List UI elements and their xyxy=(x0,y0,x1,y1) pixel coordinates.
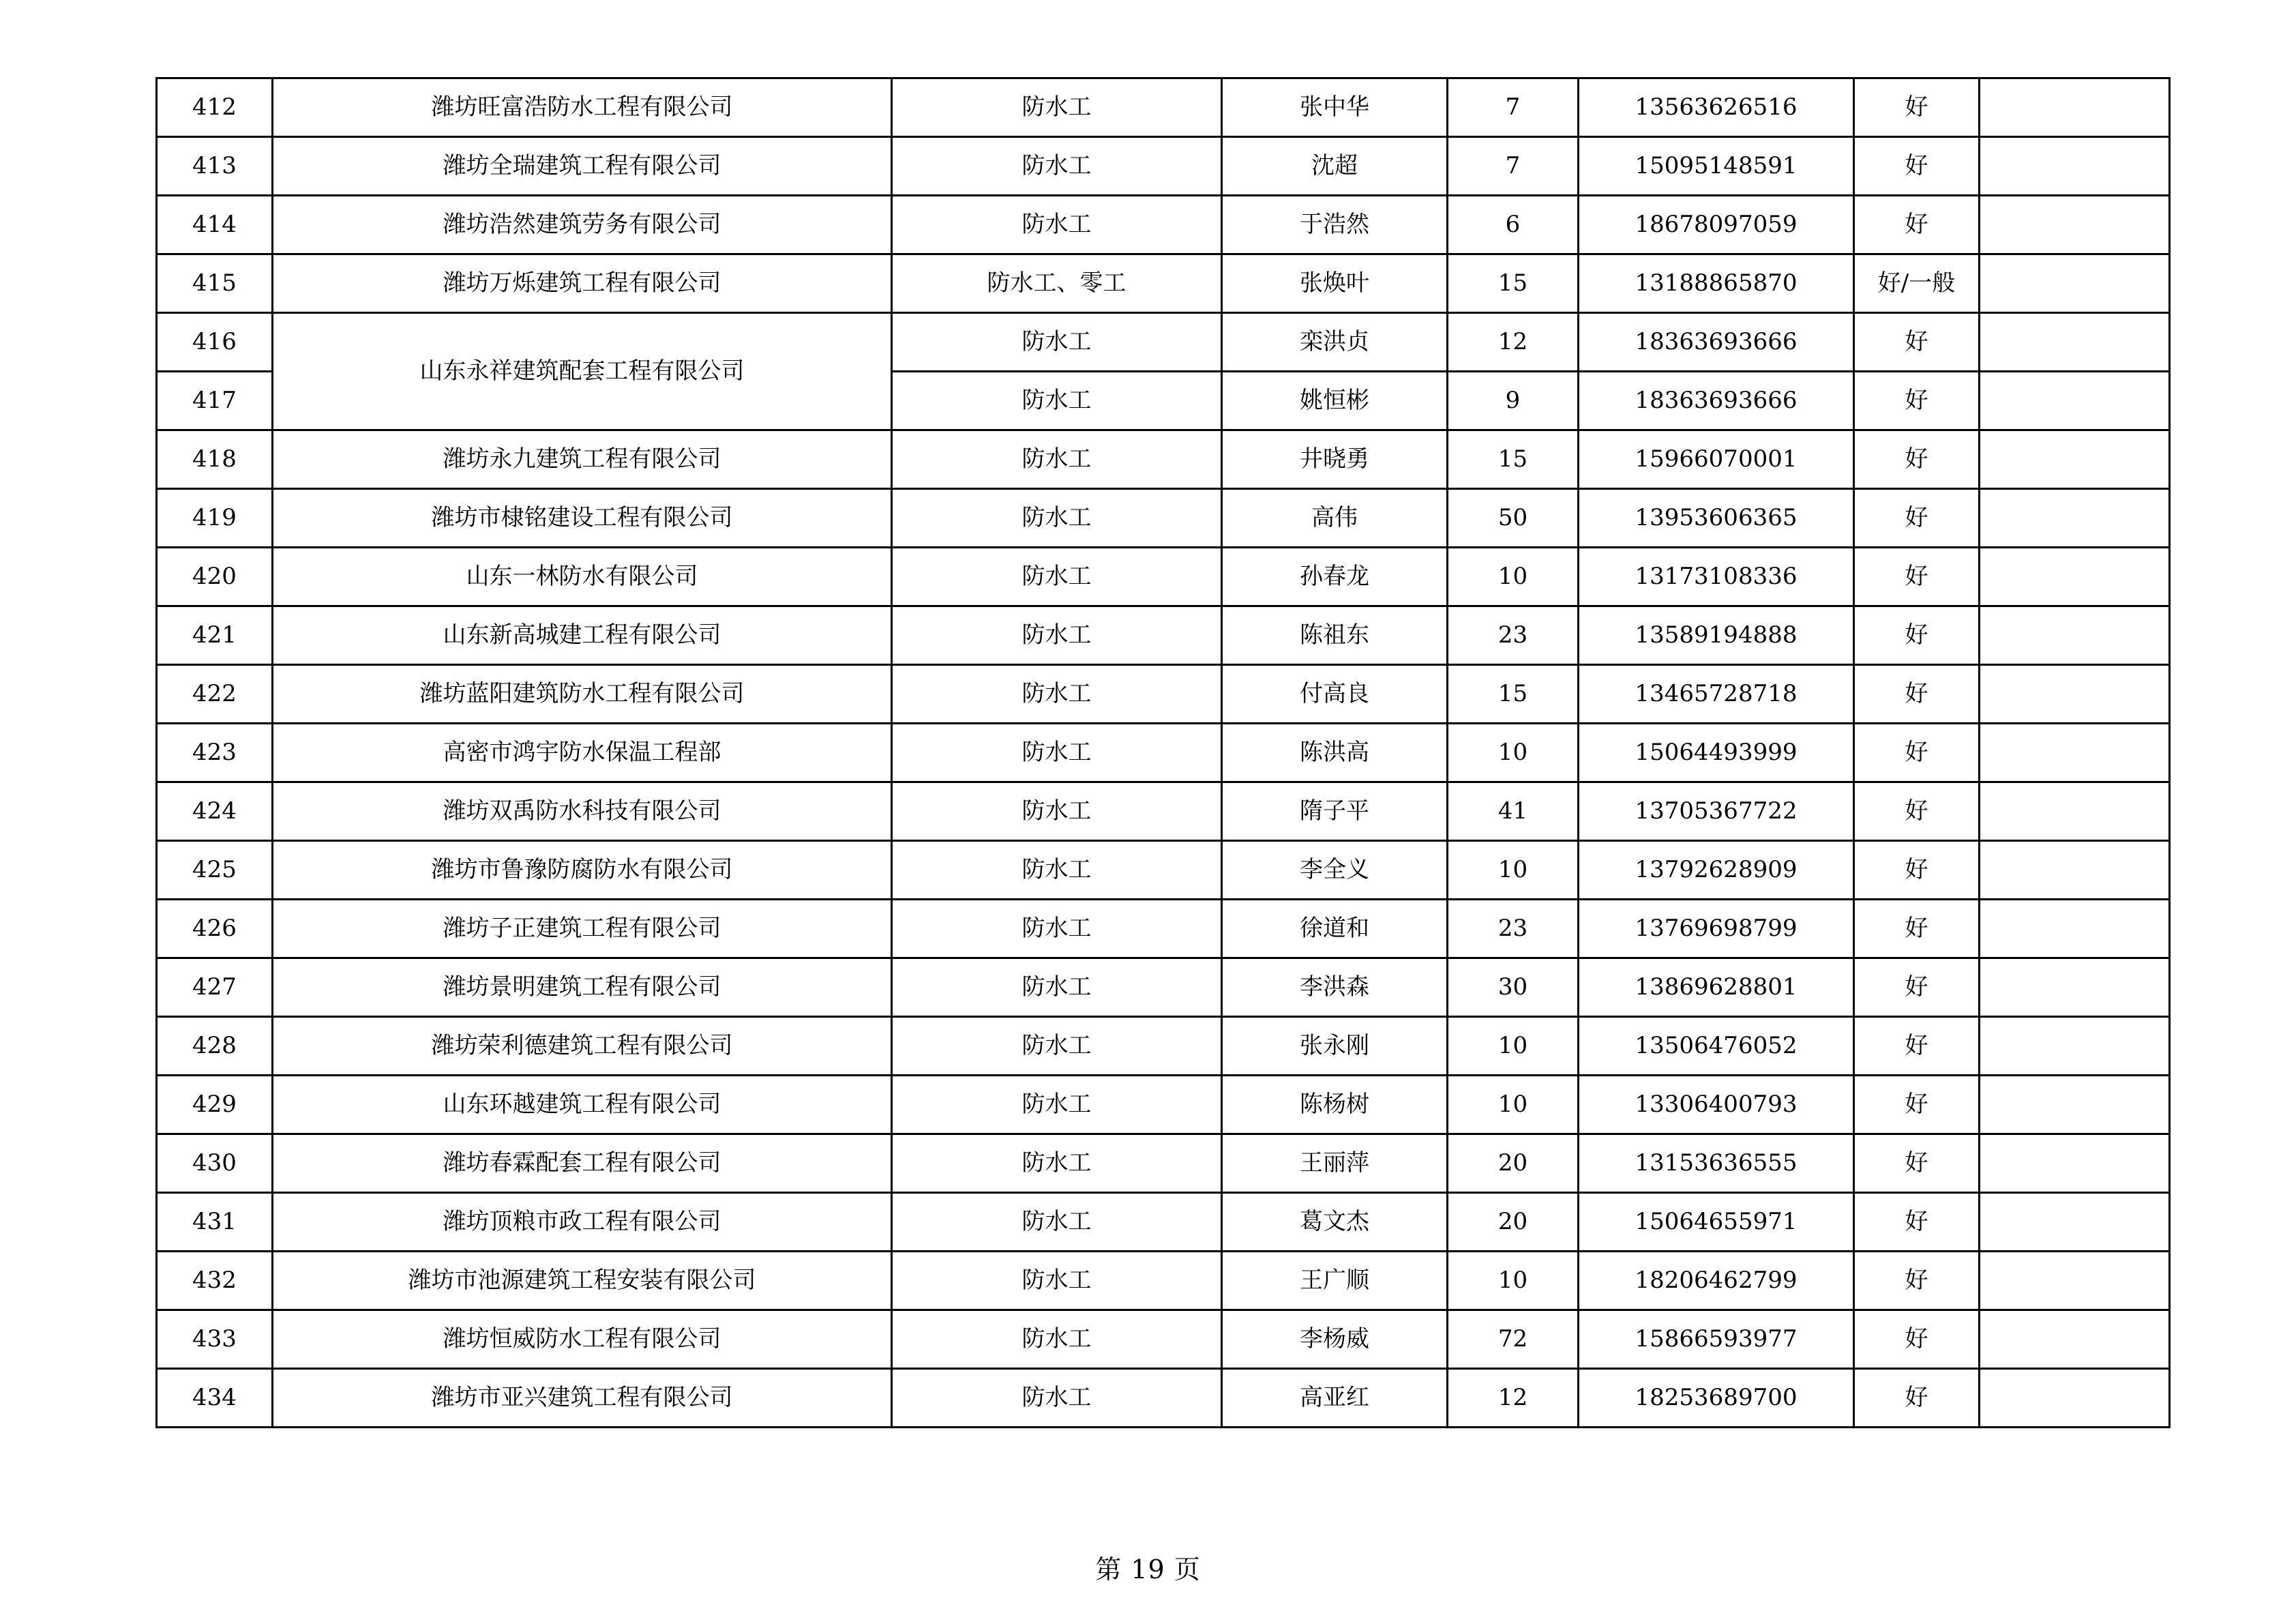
note-cell xyxy=(1980,137,2170,196)
company-cell: 山东环越建筑工程有限公司 xyxy=(273,1076,892,1134)
table-row xyxy=(157,900,2170,958)
contact-name-cell: 高伟 xyxy=(1222,489,1448,548)
rating-cell: 好 xyxy=(1854,1134,1980,1193)
phone-cell: 18363693666 xyxy=(1579,372,1854,430)
row-number-cell: 430 xyxy=(157,1134,273,1193)
table-row xyxy=(157,196,2170,254)
table-row xyxy=(157,1134,2170,1193)
company-cell: 潍坊荣利德建筑工程有限公司 xyxy=(273,1017,892,1076)
company-cell: 潍坊永九建筑工程有限公司 xyxy=(273,430,892,489)
rating-cell: 好 xyxy=(1854,548,1980,606)
contact-name-cell: 井晓勇 xyxy=(1222,430,1448,489)
trade-cell: 防水工 xyxy=(892,900,1222,958)
phone-cell: 18253689700 xyxy=(1579,1369,1854,1428)
row-number-cell: 415 xyxy=(157,254,273,313)
table-row xyxy=(157,430,2170,489)
rating-cell: 好 xyxy=(1854,430,1980,489)
contact-name-cell: 孙春龙 xyxy=(1222,548,1448,606)
rating-cell: 好 xyxy=(1854,1017,1980,1076)
company-cell: 潍坊子正建筑工程有限公司 xyxy=(273,900,892,958)
company-cell: 潍坊市池源建筑工程安装有限公司 xyxy=(273,1252,892,1310)
rating-cell: 好 xyxy=(1854,489,1980,548)
phone-cell: 15966070001 xyxy=(1579,430,1854,489)
row-number-cell: 424 xyxy=(157,782,273,841)
phone-cell: 13188865870 xyxy=(1579,254,1854,313)
contact-name-cell: 张焕叶 xyxy=(1222,254,1448,313)
contact-name-cell: 陈杨树 xyxy=(1222,1076,1448,1134)
company-cell: 潍坊顶粮市政工程有限公司 xyxy=(273,1193,892,1252)
page-suffix: 页 xyxy=(1174,1554,1201,1584)
rating-cell: 好/一般 xyxy=(1854,254,1980,313)
worker-count-cell: 7 xyxy=(1448,78,1579,137)
phone-cell: 15095148591 xyxy=(1579,137,1854,196)
table-row xyxy=(157,548,2170,606)
row-number-cell: 414 xyxy=(157,196,273,254)
contact-name-cell: 张永刚 xyxy=(1222,1017,1448,1076)
note-cell xyxy=(1980,78,2170,137)
worker-count-cell: 10 xyxy=(1448,1076,1579,1134)
note-cell xyxy=(1980,1252,2170,1310)
phone-cell: 13153636555 xyxy=(1579,1134,1854,1193)
note-cell xyxy=(1980,1017,2170,1076)
worker-count-cell: 12 xyxy=(1448,1369,1579,1428)
company-cell: 潍坊景明建筑工程有限公司 xyxy=(273,958,892,1017)
row-number-cell: 434 xyxy=(157,1369,273,1428)
trade-cell: 防水工 xyxy=(892,430,1222,489)
phone-cell: 13506476052 xyxy=(1579,1017,1854,1076)
table-row xyxy=(157,1310,2170,1369)
worker-count-cell: 10 xyxy=(1448,841,1579,900)
table-row xyxy=(157,782,2170,841)
rating-cell: 好 xyxy=(1854,606,1980,665)
contact-name-cell: 姚恒彬 xyxy=(1222,372,1448,430)
trade-cell: 防水工 xyxy=(892,137,1222,196)
row-number-cell: 433 xyxy=(157,1310,273,1369)
company-cell: 潍坊全瑞建筑工程有限公司 xyxy=(273,137,892,196)
contact-name-cell: 陈祖东 xyxy=(1222,606,1448,665)
trade-cell: 防水工 xyxy=(892,372,1222,430)
row-number-cell: 428 xyxy=(157,1017,273,1076)
phone-cell: 18363693666 xyxy=(1579,313,1854,372)
note-cell xyxy=(1980,1076,2170,1134)
note-cell xyxy=(1980,665,2170,724)
table-row xyxy=(157,1252,2170,1310)
row-number-cell: 429 xyxy=(157,1076,273,1134)
worker-count-cell: 7 xyxy=(1448,137,1579,196)
row-number-cell: 421 xyxy=(157,606,273,665)
table-row xyxy=(157,313,2170,372)
worker-count-cell: 10 xyxy=(1448,724,1579,782)
table-row xyxy=(157,78,2170,137)
worker-count-cell: 23 xyxy=(1448,900,1579,958)
note-cell xyxy=(1980,841,2170,900)
contact-name-cell: 沈超 xyxy=(1222,137,1448,196)
rating-cell: 好 xyxy=(1854,196,1980,254)
contact-name-cell: 李全义 xyxy=(1222,841,1448,900)
row-number-cell: 422 xyxy=(157,665,273,724)
row-number-cell: 432 xyxy=(157,1252,273,1310)
row-number-cell: 418 xyxy=(157,430,273,489)
company-cell: 潍坊双禹防水科技有限公司 xyxy=(273,782,892,841)
rating-cell: 好 xyxy=(1854,137,1980,196)
row-number-cell: 412 xyxy=(157,78,273,137)
worker-count-cell: 50 xyxy=(1448,489,1579,548)
rating-cell: 好 xyxy=(1854,841,1980,900)
contact-name-cell: 李杨威 xyxy=(1222,1310,1448,1369)
phone-cell: 15064493999 xyxy=(1579,724,1854,782)
company-cell: 潍坊市棣铭建设工程有限公司 xyxy=(273,489,892,548)
company-cell: 潍坊万烁建筑工程有限公司 xyxy=(273,254,892,313)
company-cell: 山东一林防水有限公司 xyxy=(273,548,892,606)
phone-cell: 13869628801 xyxy=(1579,958,1854,1017)
rating-cell: 好 xyxy=(1854,1369,1980,1428)
rating-cell: 好 xyxy=(1854,1076,1980,1134)
table-row xyxy=(157,841,2170,900)
contractor-table xyxy=(155,77,2171,1428)
company-cell: 潍坊市鲁豫防腐防水有限公司 xyxy=(273,841,892,900)
note-cell xyxy=(1980,430,2170,489)
table-row xyxy=(157,1076,2170,1134)
company-cell: 潍坊恒威防水工程有限公司 xyxy=(273,1310,892,1369)
trade-cell: 防水工 xyxy=(892,841,1222,900)
row-number-cell: 426 xyxy=(157,900,273,958)
row-number-cell: 427 xyxy=(157,958,273,1017)
worker-count-cell: 72 xyxy=(1448,1310,1579,1369)
company-cell: 山东永祥建筑配套工程有限公司 xyxy=(273,313,892,430)
row-number-cell: 416 xyxy=(157,313,273,372)
note-cell xyxy=(1980,1369,2170,1428)
row-number-cell: 420 xyxy=(157,548,273,606)
phone-cell: 18206462799 xyxy=(1579,1252,1854,1310)
trade-cell: 防水工 xyxy=(892,665,1222,724)
contact-name-cell: 隋子平 xyxy=(1222,782,1448,841)
note-cell xyxy=(1980,1310,2170,1369)
company-cell: 潍坊春霖配套工程有限公司 xyxy=(273,1134,892,1193)
table-row xyxy=(157,254,2170,313)
company-cell: 潍坊浩然建筑劳务有限公司 xyxy=(273,196,892,254)
rating-cell: 好 xyxy=(1854,900,1980,958)
worker-count-cell: 41 xyxy=(1448,782,1579,841)
worker-count-cell: 20 xyxy=(1448,1193,1579,1252)
row-number-cell: 425 xyxy=(157,841,273,900)
phone-cell: 13173108336 xyxy=(1579,548,1854,606)
trade-cell: 防水工 xyxy=(892,548,1222,606)
trade-cell: 防水工 xyxy=(892,958,1222,1017)
trade-cell: 防水工 xyxy=(892,78,1222,137)
note-cell xyxy=(1980,1193,2170,1252)
rating-cell: 好 xyxy=(1854,958,1980,1017)
worker-count-cell: 20 xyxy=(1448,1134,1579,1193)
trade-cell: 防水工、零工 xyxy=(892,254,1222,313)
trade-cell: 防水工 xyxy=(892,489,1222,548)
company-cell: 潍坊蓝阳建筑防水工程有限公司 xyxy=(273,665,892,724)
row-number-cell: 423 xyxy=(157,724,273,782)
page-footer xyxy=(0,1548,2296,1586)
company-cell: 高密市鸿宇防水保温工程部 xyxy=(273,724,892,782)
contact-name-cell: 高亚红 xyxy=(1222,1369,1448,1428)
trade-cell: 防水工 xyxy=(892,1193,1222,1252)
worker-count-cell: 9 xyxy=(1448,372,1579,430)
phone-cell: 13769698799 xyxy=(1579,900,1854,958)
trade-cell: 防水工 xyxy=(892,1252,1222,1310)
phone-cell: 13953606365 xyxy=(1579,489,1854,548)
table-row xyxy=(157,137,2170,196)
worker-count-cell: 10 xyxy=(1448,548,1579,606)
worker-count-cell: 12 xyxy=(1448,313,1579,372)
note-cell xyxy=(1980,313,2170,372)
note-cell xyxy=(1980,196,2170,254)
contact-name-cell: 栾洪贞 xyxy=(1222,313,1448,372)
trade-cell: 防水工 xyxy=(892,1369,1222,1428)
trade-cell: 防水工 xyxy=(892,724,1222,782)
worker-count-cell: 30 xyxy=(1448,958,1579,1017)
contact-name-cell: 陈洪高 xyxy=(1222,724,1448,782)
phone-cell: 15064655971 xyxy=(1579,1193,1854,1252)
table-row xyxy=(157,958,2170,1017)
trade-cell: 防水工 xyxy=(892,606,1222,665)
table-row xyxy=(157,489,2170,548)
worker-count-cell: 15 xyxy=(1448,430,1579,489)
phone-cell: 13563626516 xyxy=(1579,78,1854,137)
trade-cell: 防水工 xyxy=(892,1134,1222,1193)
row-number-cell: 417 xyxy=(157,372,273,430)
trade-cell: 防水工 xyxy=(892,1017,1222,1076)
phone-cell: 15866593977 xyxy=(1579,1310,1854,1369)
rating-cell: 好 xyxy=(1854,1193,1980,1252)
row-number-cell: 419 xyxy=(157,489,273,548)
rating-cell: 好 xyxy=(1854,724,1980,782)
phone-cell: 13705367722 xyxy=(1579,782,1854,841)
contact-name-cell: 葛文杰 xyxy=(1222,1193,1448,1252)
table-row xyxy=(157,665,2170,724)
worker-count-cell: 15 xyxy=(1448,665,1579,724)
rating-cell: 好 xyxy=(1854,665,1980,724)
note-cell xyxy=(1980,489,2170,548)
worker-count-cell: 10 xyxy=(1448,1252,1579,1310)
note-cell xyxy=(1980,548,2170,606)
worker-count-cell: 23 xyxy=(1448,606,1579,665)
trade-cell: 防水工 xyxy=(892,782,1222,841)
contact-name-cell: 王广顺 xyxy=(1222,1252,1448,1310)
row-number-cell: 413 xyxy=(157,137,273,196)
contact-name-cell: 张中华 xyxy=(1222,78,1448,137)
worker-count-cell: 6 xyxy=(1448,196,1579,254)
rating-cell: 好 xyxy=(1854,1252,1980,1310)
company-cell: 潍坊市亚兴建筑工程有限公司 xyxy=(273,1369,892,1428)
rating-cell: 好 xyxy=(1854,78,1980,137)
contact-name-cell: 于浩然 xyxy=(1222,196,1448,254)
note-cell xyxy=(1980,372,2170,430)
note-cell xyxy=(1980,724,2170,782)
page-prefix: 第 xyxy=(1095,1554,1122,1584)
phone-cell: 13306400793 xyxy=(1579,1076,1854,1134)
table-body xyxy=(157,78,2170,1428)
note-cell xyxy=(1980,958,2170,1017)
table-row xyxy=(157,1017,2170,1076)
note-cell xyxy=(1980,900,2170,958)
table-row xyxy=(157,724,2170,782)
phone-cell: 13465728718 xyxy=(1579,665,1854,724)
rating-cell: 好 xyxy=(1854,313,1980,372)
table-row xyxy=(157,1369,2170,1428)
note-cell xyxy=(1980,606,2170,665)
table-row xyxy=(157,1193,2170,1252)
trade-cell: 防水工 xyxy=(892,1310,1222,1369)
contact-name-cell: 付高良 xyxy=(1222,665,1448,724)
contact-name-cell: 李洪森 xyxy=(1222,958,1448,1017)
company-cell: 潍坊旺富浩防水工程有限公司 xyxy=(273,78,892,137)
trade-cell: 防水工 xyxy=(892,313,1222,372)
trade-cell: 防水工 xyxy=(892,196,1222,254)
phone-cell: 13589194888 xyxy=(1579,606,1854,665)
contact-name-cell: 王丽萍 xyxy=(1222,1134,1448,1193)
page-number: 19 xyxy=(1131,1554,1165,1584)
company-cell: 山东新高城建工程有限公司 xyxy=(273,606,892,665)
note-cell xyxy=(1980,782,2170,841)
note-cell xyxy=(1980,254,2170,313)
rating-cell: 好 xyxy=(1854,372,1980,430)
rating-cell: 好 xyxy=(1854,782,1980,841)
worker-count-cell: 10 xyxy=(1448,1017,1579,1076)
note-cell xyxy=(1980,1134,2170,1193)
row-number-cell: 431 xyxy=(157,1193,273,1252)
phone-cell: 18678097059 xyxy=(1579,196,1854,254)
table-row xyxy=(157,606,2170,665)
trade-cell: 防水工 xyxy=(892,1076,1222,1134)
contact-name-cell: 徐道和 xyxy=(1222,900,1448,958)
worker-count-cell: 15 xyxy=(1448,254,1579,313)
rating-cell: 好 xyxy=(1854,1310,1980,1369)
phone-cell: 13792628909 xyxy=(1579,841,1854,900)
